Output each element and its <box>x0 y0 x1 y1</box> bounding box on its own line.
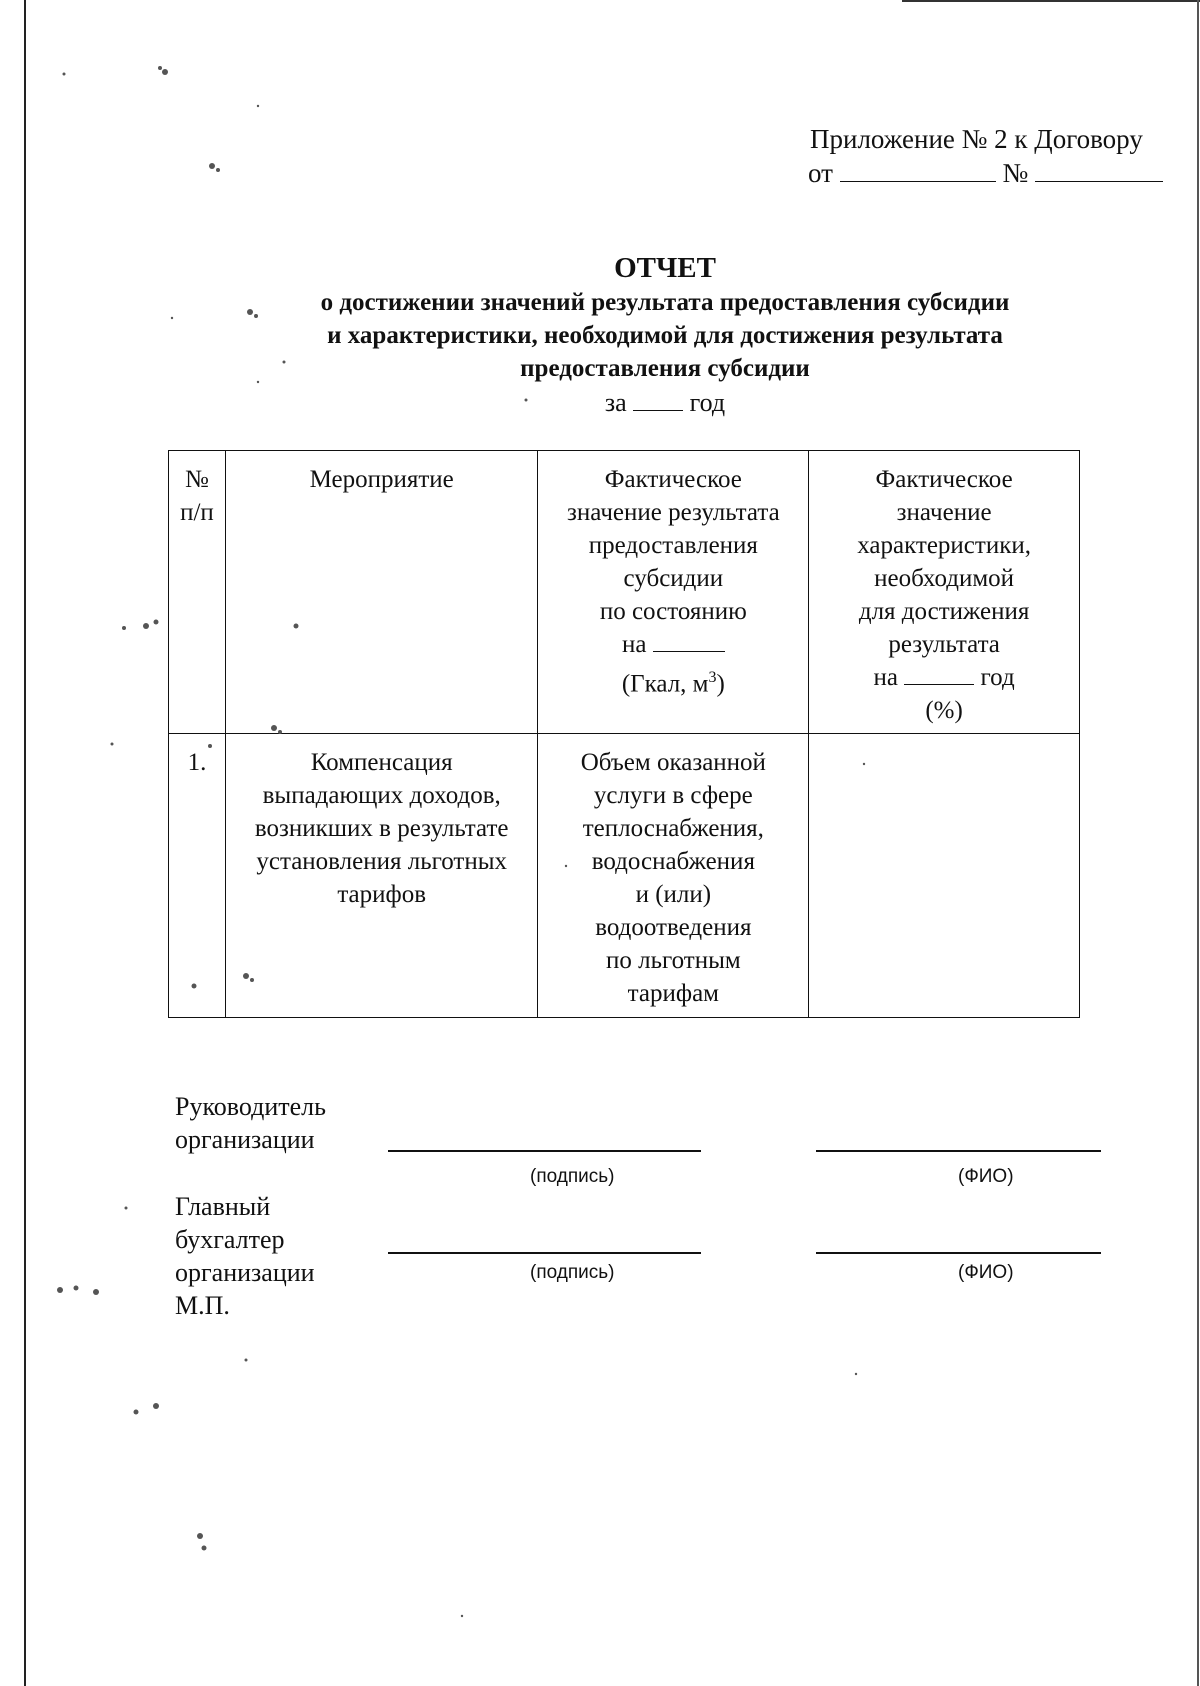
head-of-organization-label: Руководитель организации <box>175 1092 326 1154</box>
result-units-sup: 3 <box>708 669 717 686</box>
report-subtitle-line-1: о достижении значений результата предоставления субсидии <box>320 289 1010 316</box>
accountant-signature-caption: (подпись) <box>530 1262 615 1283</box>
report-subtitle-line-2: и характеристики, необходимой для достижения результата <box>327 322 1003 349</box>
report-subtitle-line-3: предоставления субсидии <box>520 355 810 382</box>
chief-accountant-label: Главный бухгалтер организации М.П. <box>175 1192 315 1320</box>
number-label: № <box>1002 158 1029 188</box>
from-label: от <box>808 158 833 188</box>
row-activity-text: Компенсация выпадающих доходов, возникших в результате установления льготных тарифов <box>254 749 509 908</box>
result-units-text: (Гкал, м <box>621 670 709 698</box>
period-suffix: год <box>689 388 726 417</box>
accountant-name-caption: (ФИО) <box>958 1262 1014 1283</box>
appendix-title: Приложение № 2 к Договору <box>810 124 1143 154</box>
header-characteristic-percent: (%) <box>925 697 963 724</box>
header-num-text: № п/п <box>180 466 214 526</box>
row-num-text: 1. <box>187 749 207 776</box>
header-characteristic-text: Фактическое значение характеристики, необходимой для достижения результата <box>857 466 1031 658</box>
result-units-close: ) <box>716 670 725 698</box>
report-title: ОТЧЕТ <box>614 252 716 284</box>
row-result-text: Объем оказанной услуги в сфере теплоснабжения, водоснабжения и (или) водоотведения по льготным тарифам <box>580 749 766 1007</box>
result-on-label: на <box>621 631 647 658</box>
head-name-caption: (ФИО) <box>958 1166 1014 1187</box>
characteristic-on-label: на <box>873 664 899 691</box>
period-prefix: за <box>604 388 627 417</box>
header-result-text: Фактическое значение результата предоставления субсидии по состоянию <box>566 466 780 625</box>
head-signature-caption: (подпись) <box>530 1166 615 1187</box>
header-activity-text: Мероприятие <box>309 466 454 493</box>
characteristic-year-label: год <box>980 664 1015 691</box>
